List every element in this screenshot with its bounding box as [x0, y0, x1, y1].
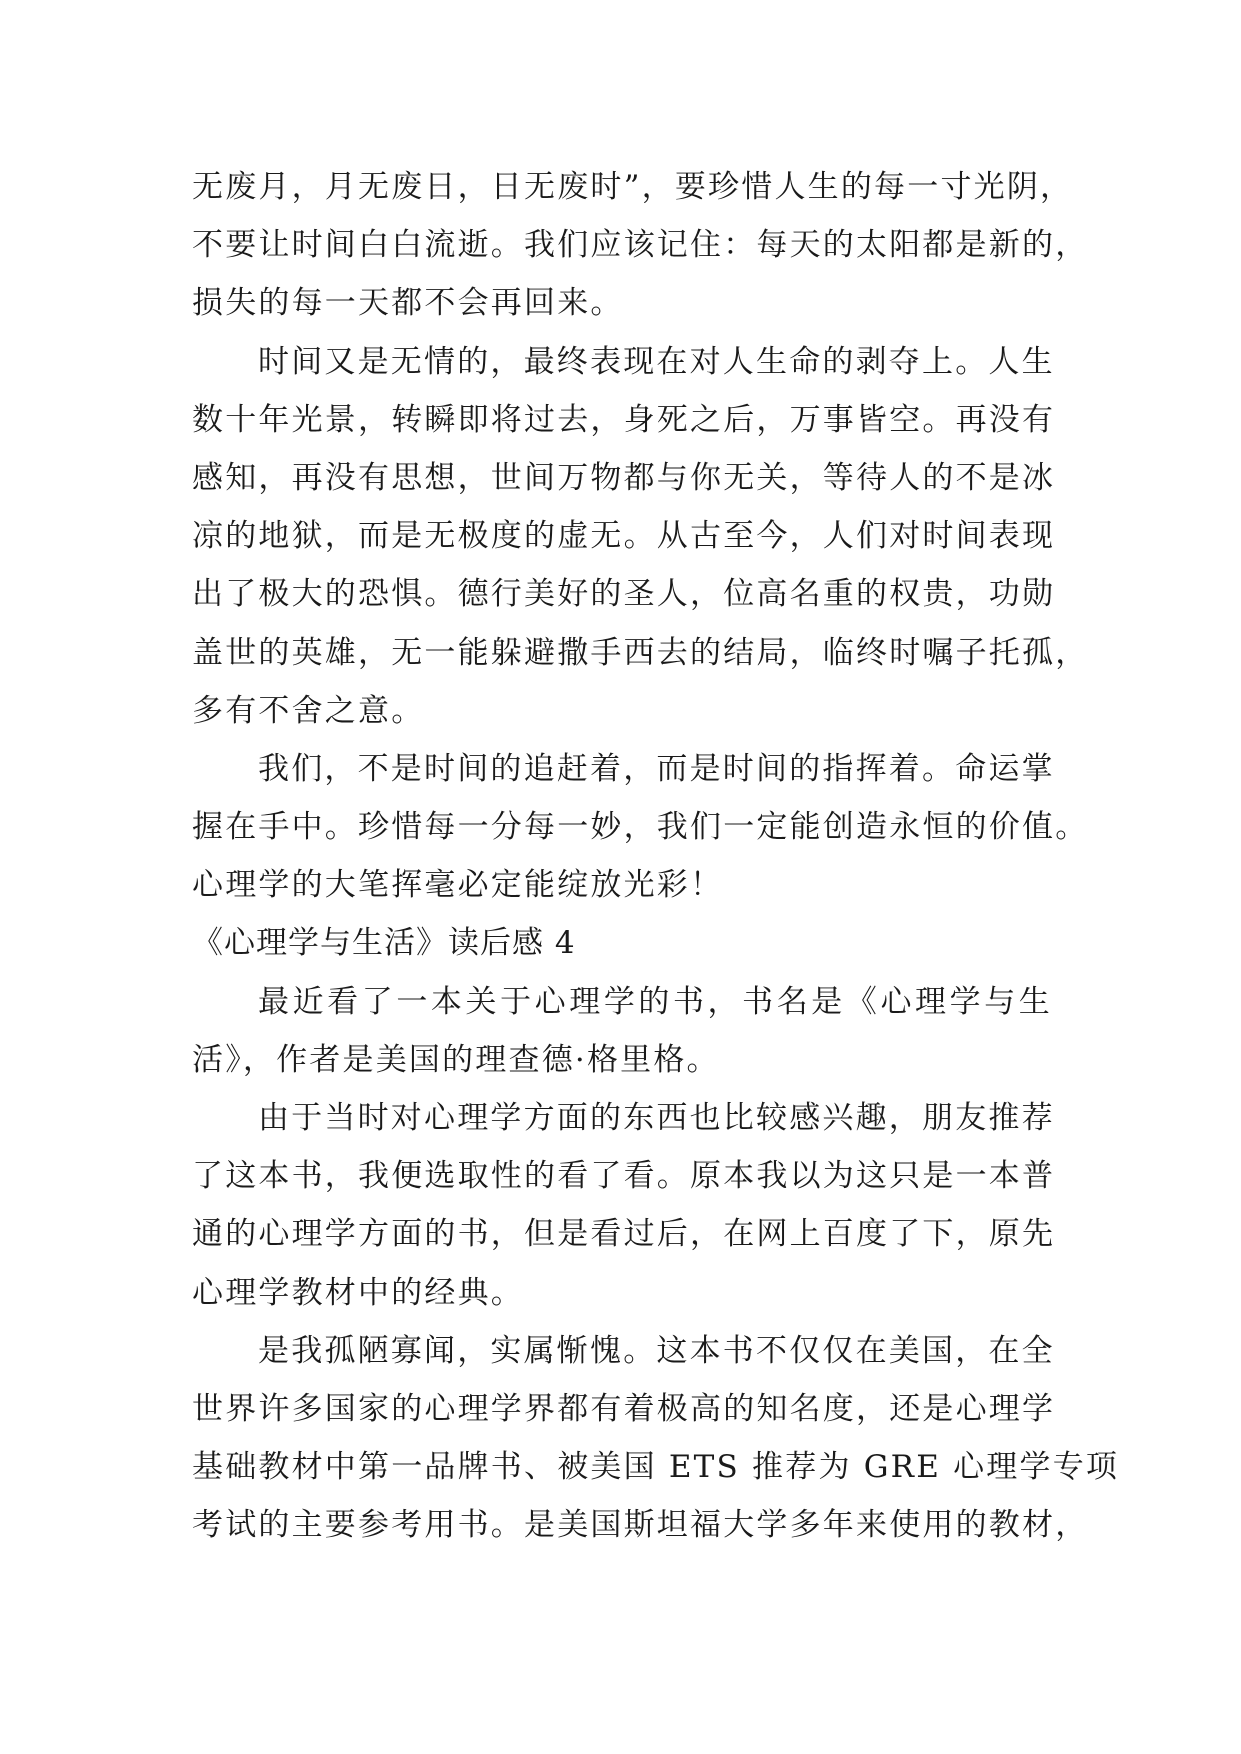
text-line: 世界许多国家的心理学界都有着极高的知名度，还是心理学 — [192, 1390, 1056, 1427]
text-line: 我们，不是时间的追赶着，而是时间的指挥着。命运掌 — [258, 750, 1055, 787]
text-line: 由于当时对心理学方面的东西也比较感兴趣，朋友推荐 — [258, 1100, 1055, 1136]
text-line: 损失的每一天都不会再回来。 — [192, 285, 624, 322]
document-body — [192, 158, 1120, 1555]
text-line: 通的心理学方面的书，但是看过后，在网上百度了下，原先 — [192, 1216, 1056, 1253]
text-line: 数十年光景，转瞬即将过去，身死之后，万事皆空。再没有 — [192, 401, 1056, 438]
text-line: 活》，作者是美国的理查德·格里格。 — [192, 1041, 720, 1078]
section-heading: 《心理学与生活》读后感 4 — [192, 925, 576, 962]
text-line: 凉的地狱，而是无极度的虚无。从古至今，人们对时间表现 — [192, 518, 1056, 555]
text-line: 考试的主要参考用书。是美国斯坦福大学多年来使用的教材， — [192, 1507, 1089, 1544]
text-line: 感知，再没有思想，世间万物都与你无关，等待人的不是冰 — [192, 459, 1056, 496]
text-line: 握在手中。珍惜每一分每一妙，我们一定能创造永恒的价值。 — [192, 809, 1089, 846]
text-line: 是我孤陋寡闻，实属惭愧。这本书不仅仅在美国，在全 — [258, 1332, 1055, 1369]
text-line: 多有不舍之意。 — [192, 692, 425, 729]
text-line: 了这本书，我便选取性的看了看。原本我以为这只是一本普 — [192, 1158, 1056, 1195]
text-line: 时间又是无情的，最终表现在对人生命的剥夺上。人生 — [258, 343, 1055, 380]
text-line: 无废月，月无废日，日无废时”，要珍惜人生的每一寸光阴， — [192, 169, 1074, 205]
text-line: 盖世的英雄，无一能躲避撒手西去的结局，临终时嘱子托孤， — [192, 634, 1089, 671]
text-line: 不要让时间白白流逝。我们应该记住：每天的太阳都是新的， — [192, 227, 1089, 264]
text-line: 出了极大的恐惧。德行美好的圣人，位高名重的权贵，功勋 — [192, 576, 1056, 613]
text-line: 最近看了一本关于心理学的书，书名是《心理学与生 — [258, 983, 1052, 1020]
text-line: 心理学的大笔挥毫必定能绽放光彩！ — [192, 867, 724, 904]
text-line: 心理学教材中的经典。 — [192, 1274, 524, 1311]
text-line: 基础教材中第一品牌书、被美国 ETS 推荐为 GRE 心理学专项 — [192, 1449, 1120, 1486]
